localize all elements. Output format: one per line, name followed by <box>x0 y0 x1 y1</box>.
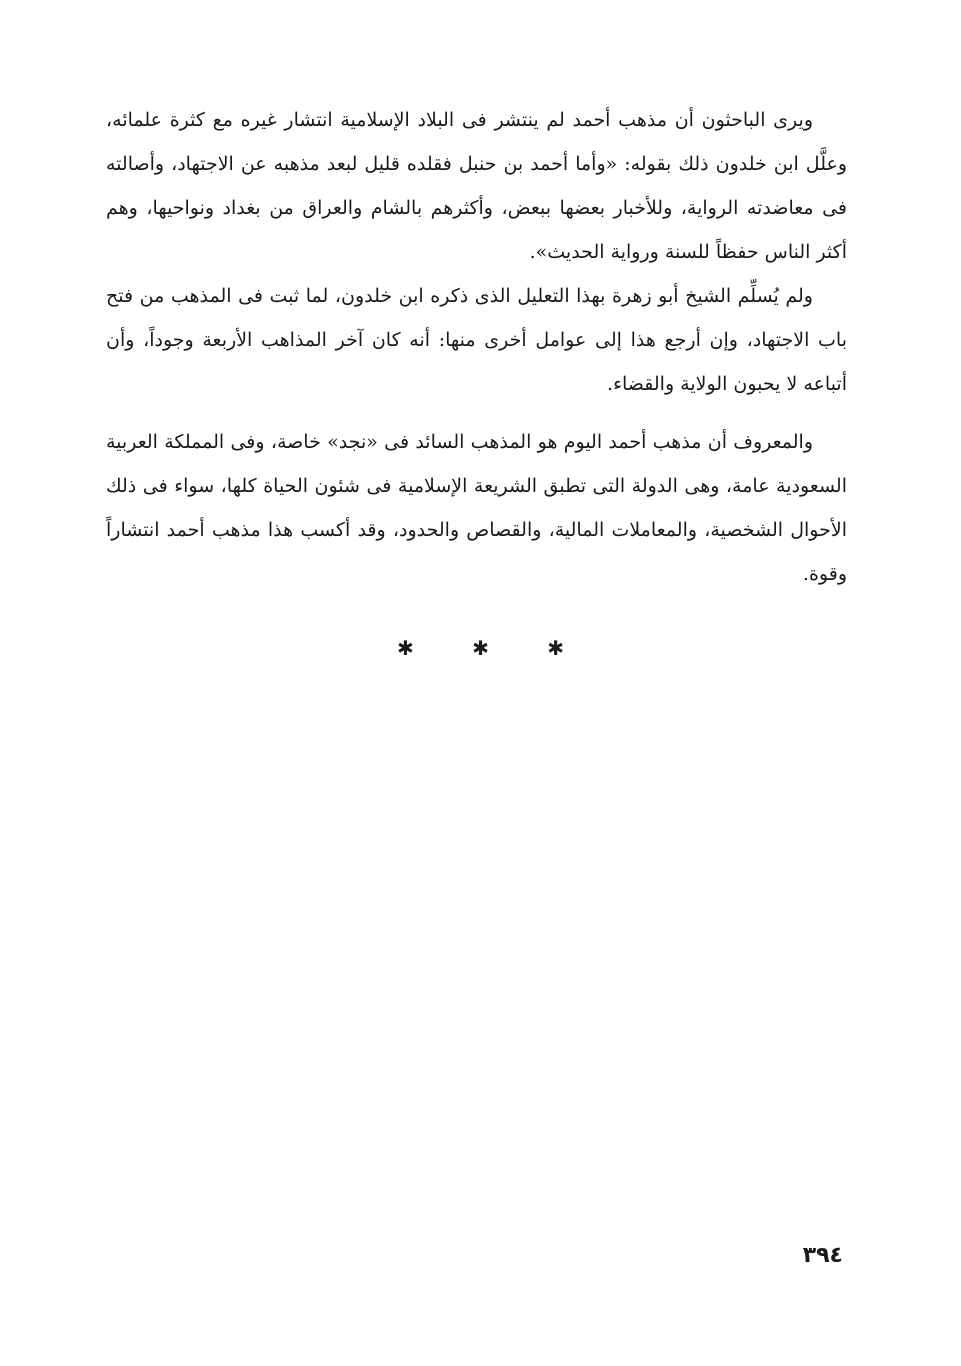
asterisk-icon: ✱ <box>396 636 414 660</box>
paragraph-1: ويرى الباحثون أن مذهب أحمد لم ينتشر فى البلاد الإسلامية انتشار غيره مع كثرة علمائه، وعلَّل ابن خلدون ذلك بقوله: «وأما أحمد بن حنبل فقلده قليل لبعد مذهبه عن الاجتهاد، وأصالته فى معاضدته الرواية، وللأخبار بعضها ببعض، وأكثرهم بالشام والعراق من بغداد ونواحيها، وهم أكثر الناس حفظاً للسنة ورواية الحديث». <box>106 109 847 263</box>
page-number: ٣٩٤ <box>802 1243 843 1268</box>
section-separator <box>0 636 961 660</box>
asterisk-icon: ✱ <box>547 636 564 660</box>
asterisk-icon: ✱ <box>472 636 489 660</box>
body-text <box>106 98 847 596</box>
paragraph-3: والمعروف أن مذهب أحمد اليوم هو المذهب السائد فى «نجد» خاصة، وفى المملكة العربية السعودية عامة، وهى الدولة التى تطبق الشريعة الإسلامية فى شئون الحياة كلها، سواء فى ذلك الأحوال الشخصية، والمعاملات المالية، والقصاص والحدود، وقد أكسب هذا مذهب أحمد انتشاراً وقوة. <box>106 431 847 585</box>
paragraph-2: ولم يُسلِّم الشيخ أبو زهرة بهذا التعليل الذى ذكره ابن خلدون، لما ثبت فى المذهب من فتح باب الاجتهاد، وإن أرجع هذا إلى عوامل أخرى منها: أنه كان آخر المذاهب الأربعة وجوداً، وأن أتباعه لا يحبون الولاية والقضاء. <box>106 285 847 395</box>
